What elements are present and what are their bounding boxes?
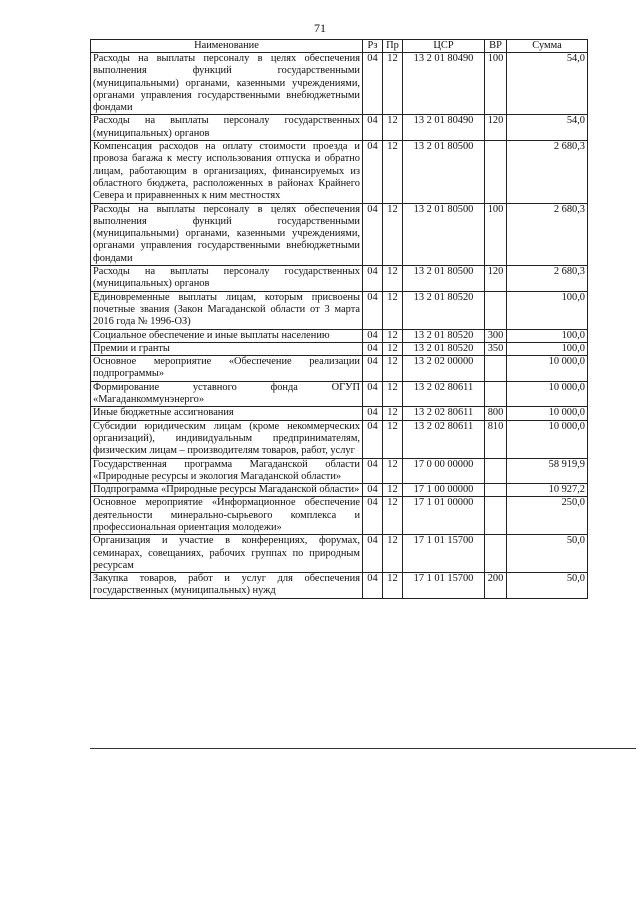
cell-pr: 12: [383, 115, 403, 141]
cell-vr: 200: [485, 573, 507, 599]
cell-vr: [485, 141, 507, 203]
table-row: [91, 115, 588, 141]
cell-vr: [485, 497, 507, 535]
cell-name: Основное мероприятие «Информационное обеспечение деятельности минерально-сырьевого комплекса и профессиональная ориентация молодежи»: [91, 497, 363, 535]
cell-name: Подпрограмма «Природные ресурсы Магаданской области»: [91, 484, 363, 497]
cell-vr: 120: [485, 115, 507, 141]
cell-pr: 12: [383, 342, 403, 355]
cell-csr: 13 2 01 80520: [403, 329, 485, 342]
cell-pr: 12: [383, 497, 403, 535]
cell-sum: 10 000,0: [507, 356, 588, 382]
cell-name: Расходы на выплаты персоналу государственных (муниципальных) органов: [91, 115, 363, 141]
cell-name: Социальное обеспечение и иные выплаты населению: [91, 329, 363, 342]
cell-csr: 17 1 01 15700: [403, 573, 485, 599]
table-row: [91, 458, 588, 484]
cell-name: Государственная программа Магаданской области «Природные ресурсы и экология Магаданской области»: [91, 458, 363, 484]
cell-name: Закупка товаров, работ и услуг для обеспечения государственных (муниципальных) нужд: [91, 573, 363, 599]
cell-rz: 04: [363, 484, 383, 497]
budget-table: [90, 39, 588, 599]
cell-pr: 12: [383, 141, 403, 203]
cell-rz: 04: [363, 342, 383, 355]
cell-rz: 04: [363, 115, 383, 141]
cell-csr: 13 2 01 80490: [403, 53, 485, 115]
cell-rz: 04: [363, 53, 383, 115]
cell-vr: 120: [485, 266, 507, 292]
page-number: 71: [314, 21, 326, 35]
header-csr: ЦСР: [403, 40, 485, 53]
header-pr: Пр: [383, 40, 403, 53]
cell-pr: 12: [383, 329, 403, 342]
table-row: [91, 420, 588, 458]
cell-pr: 12: [383, 535, 403, 573]
cell-name: Расходы на выплаты персоналу в целях обеспечения выполнения функций государственными (муниципальными) органами, казенными учреждениями, органами управления государственными внебюджетными фондами: [91, 53, 363, 115]
cell-vr: 100: [485, 203, 507, 265]
cell-rz: 04: [363, 203, 383, 265]
cell-csr: 13 2 02 00000: [403, 356, 485, 382]
cell-rz: 04: [363, 420, 383, 458]
cell-pr: 12: [383, 573, 403, 599]
cell-vr: [485, 535, 507, 573]
cell-csr: 13 2 01 80500: [403, 266, 485, 292]
cell-sum: 54,0: [507, 53, 588, 115]
cell-name: Субсидии юридическим лицам (кроме некоммерческих организаций), индивидуальным предпринимателям, физическим лицам – производителям товаров, работ, услуг: [91, 420, 363, 458]
table-row: [91, 342, 588, 355]
header-vr: ВР: [485, 40, 507, 53]
cell-vr: 300: [485, 329, 507, 342]
cell-rz: 04: [363, 458, 383, 484]
cell-rz: 04: [363, 291, 383, 329]
cell-csr: 13 2 02 80611: [403, 407, 485, 420]
cell-pr: 12: [383, 407, 403, 420]
cell-pr: 12: [383, 458, 403, 484]
cell-sum: 100,0: [507, 291, 588, 329]
cell-sum: 50,0: [507, 573, 588, 599]
cell-csr: 17 0 00 00000: [403, 458, 485, 484]
table-row: [91, 497, 588, 535]
cell-csr: 17 1 01 00000: [403, 497, 485, 535]
cell-pr: 12: [383, 291, 403, 329]
page-divider: [90, 748, 636, 749]
cell-pr: 12: [383, 356, 403, 382]
cell-rz: 04: [363, 141, 383, 203]
cell-sum: 2 680,3: [507, 266, 588, 292]
cell-vr: 100: [485, 53, 507, 115]
cell-csr: 13 2 01 80500: [403, 203, 485, 265]
cell-sum: 58 919,9: [507, 458, 588, 484]
cell-csr: 17 1 00 00000: [403, 484, 485, 497]
table-row: [91, 381, 588, 407]
cell-rz: 04: [363, 329, 383, 342]
header-rz: Рз: [363, 40, 383, 53]
cell-pr: 12: [383, 420, 403, 458]
cell-pr: 12: [383, 381, 403, 407]
cell-sum: 10 000,0: [507, 381, 588, 407]
cell-name: Компенсация расходов на оплату стоимости проезда и провоза багажа к месту использования отпуска и обратно лицам, работающим в организациях, финансируемых из областного бюджета, расположенных в районах Крайнего Севера и приравненных к ним местностях: [91, 141, 363, 203]
cell-csr: 13 2 02 80611: [403, 420, 485, 458]
cell-vr: 810: [485, 420, 507, 458]
cell-pr: 12: [383, 266, 403, 292]
table-row: [91, 141, 588, 203]
table-row: [91, 53, 588, 115]
cell-pr: 12: [383, 484, 403, 497]
cell-csr: 13 2 01 80520: [403, 291, 485, 329]
cell-rz: 04: [363, 407, 383, 420]
cell-sum: 250,0: [507, 497, 588, 535]
cell-sum: 10 000,0: [507, 407, 588, 420]
cell-rz: 04: [363, 497, 383, 535]
cell-sum: 10 000,0: [507, 420, 588, 458]
cell-pr: 12: [383, 203, 403, 265]
cell-csr: 13 2 01 80490: [403, 115, 485, 141]
cell-sum: 2 680,3: [507, 203, 588, 265]
cell-vr: [485, 291, 507, 329]
cell-rz: 04: [363, 266, 383, 292]
table-row: [91, 573, 588, 599]
cell-name: Премии и гранты: [91, 342, 363, 355]
table-row: [91, 291, 588, 329]
cell-rz: 04: [363, 381, 383, 407]
cell-csr: 13 2 01 80500: [403, 141, 485, 203]
cell-sum: 50,0: [507, 535, 588, 573]
cell-sum: 100,0: [507, 342, 588, 355]
cell-vr: [485, 484, 507, 497]
cell-name: Основное мероприятие «Обеспечение реализации подпрограммы»: [91, 356, 363, 382]
header-sum: Сумма: [507, 40, 588, 53]
cell-pr: 12: [383, 53, 403, 115]
cell-vr: [485, 458, 507, 484]
cell-csr: 17 1 01 15700: [403, 535, 485, 573]
table-row: [91, 356, 588, 382]
cell-vr: 800: [485, 407, 507, 420]
cell-csr: 13 2 02 80611: [403, 381, 485, 407]
cell-vr: [485, 381, 507, 407]
table-row: [91, 484, 588, 497]
cell-rz: 04: [363, 535, 383, 573]
budget-table-body: [91, 53, 588, 599]
cell-name: Расходы на выплаты персоналу государственных (муниципальных) органов: [91, 266, 363, 292]
cell-sum: 100,0: [507, 329, 588, 342]
cell-sum: 10 927,2: [507, 484, 588, 497]
cell-name: Формирование уставного фонда ОГУП «Магаданкоммунэнерго»: [91, 381, 363, 407]
table-header-row: [91, 40, 588, 53]
table-row: [91, 329, 588, 342]
cell-csr: 13 2 01 80520: [403, 342, 485, 355]
cell-name: Расходы на выплаты персоналу в целях обеспечения выполнения функций государственными (муниципальными) органами, казенными учреждениями, органами управления государственными внебюджетными фондами: [91, 203, 363, 265]
cell-name: Единовременные выплаты лицам, которым присвоены почетные звания (Закон Магаданской области от 3 марта 2016 года № 1996-ОЗ): [91, 291, 363, 329]
cell-vr: [485, 356, 507, 382]
table-row: [91, 266, 588, 292]
cell-vr: 350: [485, 342, 507, 355]
cell-name: Организация и участие в конференциях, форумах, семинарах, совещаниях, рабочих группах по природным ресурсам: [91, 535, 363, 573]
cell-rz: 04: [363, 356, 383, 382]
cell-rz: 04: [363, 573, 383, 599]
table-row: [91, 535, 588, 573]
table-row: [91, 407, 588, 420]
cell-sum: 54,0: [507, 115, 588, 141]
cell-name: Иные бюджетные ассигнования: [91, 407, 363, 420]
cell-sum: 2 680,3: [507, 141, 588, 203]
table-row: [91, 203, 588, 265]
header-name: Наименование: [91, 40, 363, 53]
